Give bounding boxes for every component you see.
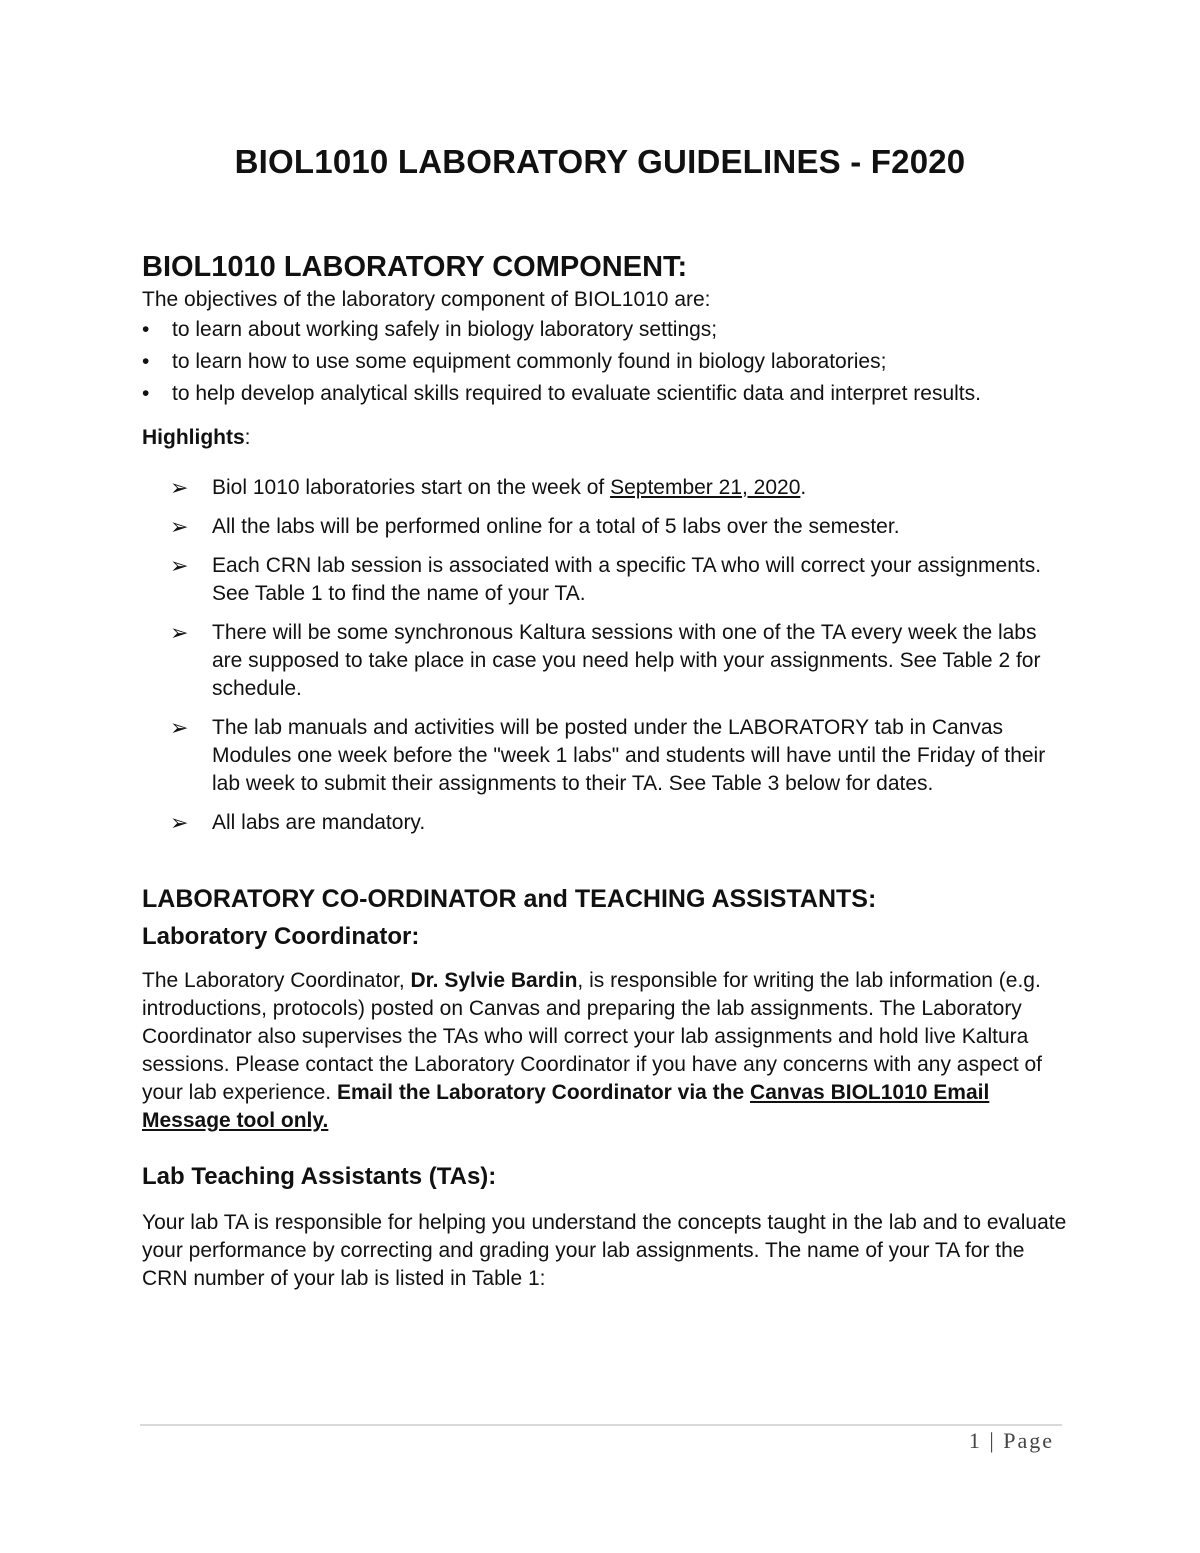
objective-item	[142, 380, 1072, 408]
coordinator-email-instruction: Email the Laboratory Coordinator via the	[336, 1081, 751, 1104]
arrow-bullet-icon: ➢	[170, 620, 189, 645]
component-heading: BIOL1010 LABORATORY COMPONENT:	[142, 251, 688, 283]
coordinator-paragraph	[142, 967, 1072, 1135]
highlight-text: There will be some synchronous Kaltura sessions with one of the TA every week the labs are supposed to take place in case you need help with your assignments. See Table 2 for schedule.	[212, 621, 1041, 700]
highlights-colon: :	[244, 426, 251, 449]
document-title: BIOL1010 LABORATORY GUIDELINES - F2020	[234, 143, 966, 180]
start-date: September 21, 2020	[610, 476, 801, 499]
page-footer	[969, 1428, 1054, 1454]
page-separator: |	[989, 1428, 996, 1453]
highlight-item	[170, 552, 1072, 608]
ta-paragraph: Your lab TA is responsible for helping you understand the concepts taught in the lab and to evaluate your performance by correcting and grading your lab assignments. The name of your TA for the CRN number of your lab is listed in Table 1:	[142, 1211, 1067, 1290]
coordinator-text-body: , is responsible for writing the lab information (e.g. introductions, protocols) posted on Canvas and preparing the lab assignments. The Laboratory Coordinator also supervises the TAs who will correct your lab assignments and hold live Kaltura sessions. Please contact the Laboratory Coordinator if you have any concerns with any aspect of your lab experience.	[142, 969, 1043, 1104]
highlight-item	[170, 513, 1072, 541]
coordinator-heading: Laboratory Coordinator:	[142, 923, 420, 950]
arrow-bullet-icon: ➢	[170, 553, 189, 578]
arrow-bullet-icon: ➢	[170, 810, 189, 835]
bullet-icon: •	[142, 382, 150, 405]
highlight-item	[170, 809, 1072, 837]
bullet-icon: •	[142, 318, 150, 341]
arrow-bullet-icon: ➢	[170, 514, 189, 539]
arrow-bullet-icon: ➢	[170, 715, 189, 740]
coordinator-text-start: The Laboratory Coordinator,	[142, 969, 411, 992]
canvas-email-tool-link[interactable]: Canvas BIOL1010 Email Message tool only.	[142, 1081, 990, 1132]
highlights-list	[170, 474, 1072, 837]
document-body	[142, 248, 1072, 1293]
objective-text: to learn about working safely in biology laboratory settings;	[172, 318, 718, 341]
component-intro: The objectives of the laboratory component of BIOL1010 are:	[142, 288, 711, 311]
staff-heading: LABORATORY CO-ORDINATOR and TEACHING ASSISTANTS:	[142, 885, 877, 913]
arrow-bullet-icon: ➢	[170, 475, 189, 500]
highlights-label-text: Highlights	[142, 426, 245, 449]
ta-heading: Lab Teaching Assistants (TAs):	[142, 1163, 497, 1190]
objective-text: to help develop analytical skills required to evaluate scientific data and interpret results.	[172, 382, 981, 405]
highlight-item	[170, 619, 1072, 703]
objective-item	[142, 316, 1072, 344]
coordinator-name: Dr. Sylvie Bardin	[410, 969, 578, 992]
highlight-text: All the labs will be performed online for a total of 5 labs over the semester.	[212, 515, 900, 538]
highlights-label	[142, 424, 1072, 452]
objective-text: to learn how to use some equipment commonly found in biology laboratories;	[172, 350, 887, 373]
page-number: 1	[968, 1428, 982, 1453]
objective-item	[142, 348, 1072, 376]
highlight-item	[170, 714, 1072, 798]
highlight-text: Each CRN lab session is associated with a specific TA who will correct your assignments. See Table 1 to find the name of your TA.	[212, 554, 1042, 605]
bullet-icon: •	[142, 350, 150, 373]
objectives-list	[142, 316, 1072, 408]
highlight-text-end: .	[800, 476, 807, 499]
highlight-item	[170, 474, 1072, 502]
highlight-text: All labs are mandatory.	[212, 811, 426, 834]
highlight-text: Biol 1010 laboratories start on the week of	[212, 476, 611, 499]
page-label: Page	[1003, 1428, 1054, 1453]
footer-divider	[140, 1424, 1062, 1426]
highlight-text: The lab manuals and activities will be posted under the LABORATORY tab in Canvas Modules one week before the "week 1 labs" and students will have until the Friday of their lab week to submit their assignments to their TA. See Table 3 below for dates.	[212, 716, 1046, 795]
